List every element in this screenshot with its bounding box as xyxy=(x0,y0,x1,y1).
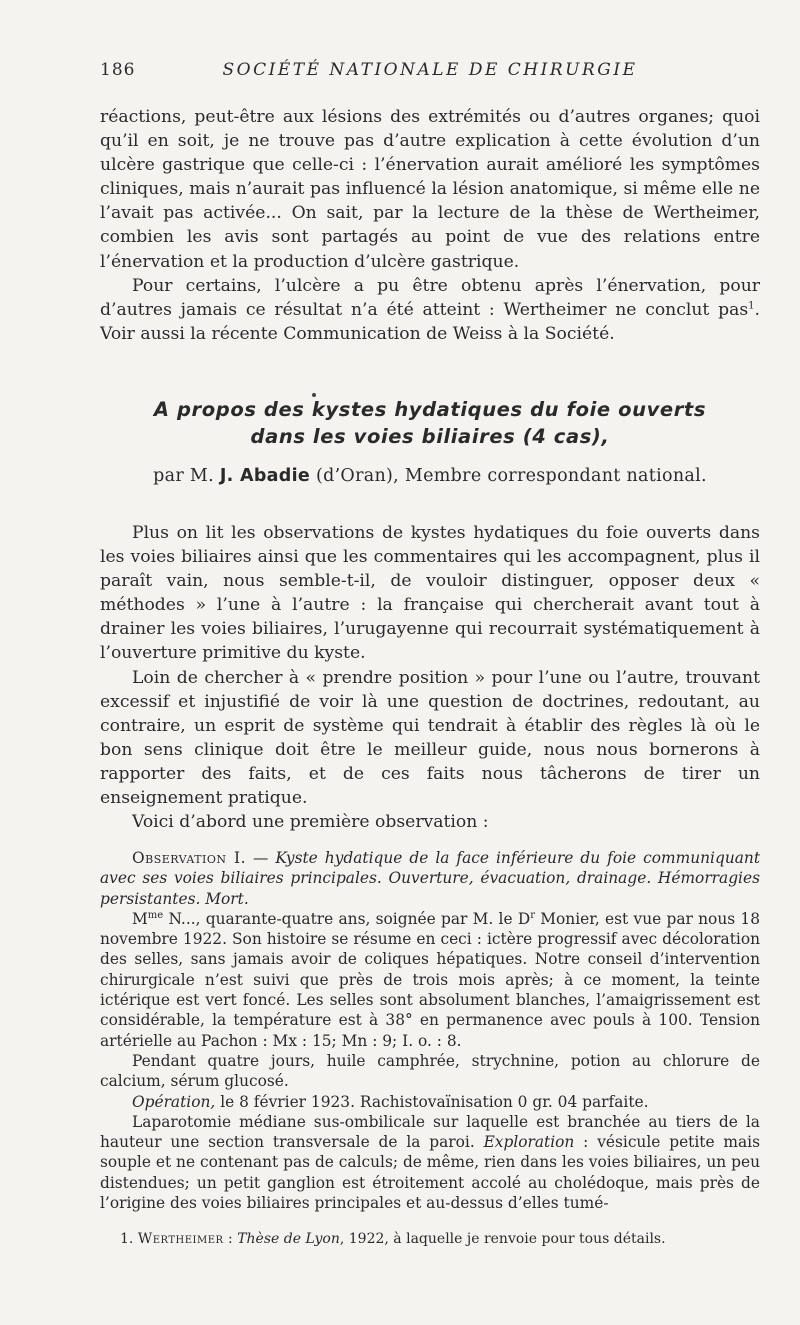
observation-title: Kyste hydatique de la face inférieure du foie communiquant avec ses voies biliaires principales. Ouverture, évacuation, drainage. Hémorragies persistantes. Mort. xyxy=(100,849,760,908)
intro-paragraph-2 xyxy=(100,274,760,346)
operation-label: Opération, xyxy=(132,1092,216,1111)
obs-p1-sup: me xyxy=(147,909,164,921)
footnote-author: Wertheimer xyxy=(137,1231,224,1247)
obs-p1-prefix: M xyxy=(132,909,148,928)
obs-p1-mid: N..., quarante-quatre ans, soignée par M. le D xyxy=(163,909,531,928)
body-paragraph-2: Loin de chercher à « prendre position » pour l’une ou l’autre, trouvant excessif et injustifié de voir là une question de doctrines, redoutant, au contraire, un esprit de système qui tendrait à établir des règles là où le bon sens clinique doit être le meilleur guide, nous nous bornerons à rapporter des faits, et de ces faits nous tâcherons de tirer un enseignement pratique. xyxy=(100,667,760,809)
byline-author: J. Abadie xyxy=(219,466,311,486)
footnote-ref: 1 xyxy=(748,300,755,312)
footnote-title: Thèse de Lyon xyxy=(237,1231,340,1247)
observation-paragraph-3 xyxy=(100,1092,760,1112)
observation-heading xyxy=(100,848,760,909)
exploration-label: Exploration xyxy=(483,1133,575,1152)
obs-p3-rest: le 8 février 1923. Rachistovaïnisation 0 gr. 04 parfaite. xyxy=(215,1092,649,1111)
intro-text xyxy=(100,105,760,346)
obs-p4-b: : vésicule petite mais souple et ne contenant pas de calculs; de même, rien dans les voies biliaires, un peu distendues; un petit ganglion est étroitement accolé au cholédoque, mais près de l’origine des voies biliaires principales et au-dessus d’elles tumé- xyxy=(100,1133,760,1213)
article-title-line-1: A propos des kystes hydatiques du foie ouverts xyxy=(153,398,707,421)
body-paragraph-1: Plus on lit les observations de kystes hydatiques du foie ouverts dans les voies biliaires ainsi que les commentaires qui les accompagnent, plus il paraît vain, nous semble-t-il, de vouloir distinguer, opposer deux « méthodes » l’une à l’autre : la française qui chercherait avant tout à drainer les voies biliaires, l’urugayenne qui recourrait systématiquement à l’ouverture primitive du kyste. xyxy=(100,523,760,664)
article-byline xyxy=(100,466,760,486)
observation-paragraph-1 xyxy=(100,909,760,1051)
observation-dash: — xyxy=(246,849,276,867)
article-title xyxy=(100,396,760,450)
byline-suffix: (d’Oran), Membre correspondant national. xyxy=(315,466,707,486)
obs-p1-rest: Monier, est vue par nous 18 novembre 1922. Son histoire se résume en ceci : ictère progressif avec décoloration des selles, sans jamais avoir de coliques hépatiques. Notre conseil d’intervention chirurgicale n’est suivi que près de trois mois après; à ce moment, la teinte ictérique est vert foncé. Les selles sont absolument blanches, l’amaigrissement est considérable, la température est à 38° en permanence avec pouls à 100. Tension artérielle au Pachon : Mx : 15; Mn : 9; I. o. : 8. xyxy=(100,909,760,1050)
observation-paragraph-4 xyxy=(100,1112,760,1213)
obs-p4-a: Laparotomie médiane sus-ombilicale sur laquelle est branchée au tiers de la hauteur une section transversale de la paroi. xyxy=(100,1112,760,1152)
footnote xyxy=(100,1229,760,1249)
footnote-sep: : xyxy=(223,1231,238,1247)
page-number: 186 xyxy=(100,60,136,80)
page-header xyxy=(100,60,760,88)
observation-section xyxy=(100,848,760,1213)
intro-paragraph-1: réactions, peut-être aux lésions des extrémités ou d’autres organes; quoi qu’il en soit, je ne trouve pas d’autre explication à cette évolution d’un ulcère gastrique que celle-ci : l’énervation aurait amélioré les symptômes cliniques, mais n’aurait pas influencé la lésion anatomique, si même elle ne l’avait pas activée... On sait, par la lecture de la thèse de Wertheimer, combien les avis sont partagés au point de vue des relations entre l’énervation et la production d’ulcère gastrique. xyxy=(100,107,760,272)
running-head: SOCIÉTÉ NATIONALE DE CHIRURGIE xyxy=(222,60,638,80)
footnote-rest: , 1922, à laquelle je renvoie pour tous détails. xyxy=(339,1231,666,1247)
observation-label: Observation I. xyxy=(132,849,246,867)
body-paragraph-3: Voici d’abord une première observation : xyxy=(132,812,489,833)
intro-paragraph-2-text: Pour certains, l’ulcère a pu être obtenu après l’énervation, pour d’autres jamais ce résultat n’a été atteint : Wertheimer ne conclut pas xyxy=(100,275,760,320)
obs-p1-sup2: r xyxy=(530,909,535,921)
article-title-line-2: dans les voies biliaires (4 cas), xyxy=(250,425,610,448)
byline-prefix: par M. xyxy=(153,466,214,486)
observation-paragraph-2: Pendant quatre jours, huile camphrée, strychnine, potion au chlorure de calcium, sérum glucosé. xyxy=(100,1051,760,1091)
article-body xyxy=(100,521,760,834)
footnote-number: 1. xyxy=(120,1231,134,1247)
intro-paragraph-2-end: . Voir aussi la récente Communication de Weiss à la Société. xyxy=(100,299,760,344)
